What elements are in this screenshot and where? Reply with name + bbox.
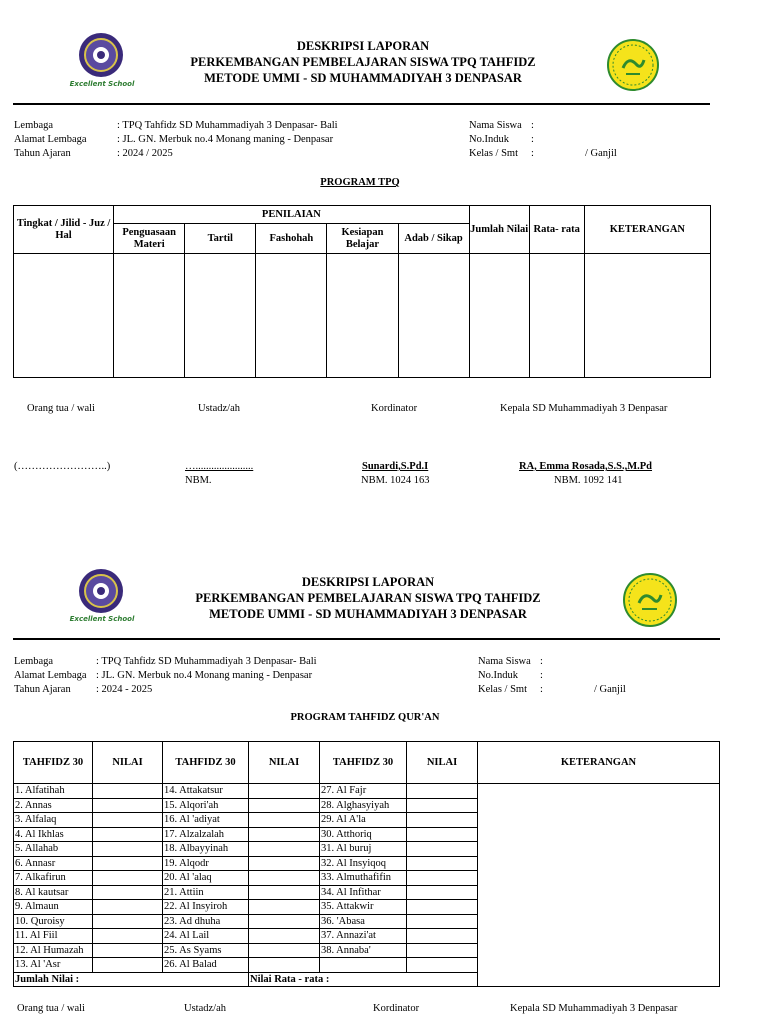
- th-jumlah: Jumlah Nilai: [469, 206, 529, 254]
- nilai-cell[interactable]: [249, 914, 320, 929]
- label-lembaga: Lembaga: [14, 656, 54, 667]
- title-line-3: METODE UMMI - SD MUHAMMADIYAH 3 DENPASAR: [204, 71, 522, 85]
- th-tartil: Tartil: [185, 224, 256, 254]
- semester-value: / Ganjil: [585, 148, 617, 159]
- nilai-cell[interactable]: [93, 900, 163, 915]
- role-parent: Orang tua / wali: [27, 403, 95, 414]
- role-ustadz: Ustadz/ah: [198, 403, 240, 414]
- nilai-cell[interactable]: [407, 856, 478, 871]
- th-penilaian: PENILAIAN: [114, 206, 469, 224]
- koordinator-nbm: NBM. 1024 163: [361, 475, 430, 486]
- surah-cell: 33. Almuthafifin: [320, 871, 407, 886]
- cell-penguasaan[interactable]: [114, 254, 185, 378]
- nilai-cell[interactable]: [93, 813, 163, 828]
- nilai-cell[interactable]: [407, 885, 478, 900]
- role-koordinator-2: Kordinator: [373, 1003, 420, 1014]
- surah-cell: 13. Al 'Asr: [14, 958, 93, 973]
- title-line-2: PERKEMBANGAN PEMBELAJARAN SISWA TPQ TAHFIDZ: [195, 591, 541, 605]
- value-nama-siswa: :: [531, 120, 534, 131]
- nilai-cell[interactable]: [93, 943, 163, 958]
- nilai-cell[interactable]: [249, 885, 320, 900]
- th-fashohah: Fashohah: [256, 224, 327, 254]
- header-divider: [13, 103, 710, 105]
- surah-cell: 9. Almaun: [14, 900, 93, 915]
- nilai-cell[interactable]: [407, 914, 478, 929]
- nilai-cell[interactable]: [249, 871, 320, 886]
- th-adab: Adab / Sikap: [398, 224, 469, 254]
- surah-cell: 25. As Syams: [163, 943, 249, 958]
- info-values-left-2: [96, 655, 317, 697]
- surah-cell: 7. Alkafirun: [14, 871, 93, 886]
- keterangan-cell[interactable]: [478, 784, 720, 987]
- info-labels-left: [14, 119, 87, 161]
- label-nama-siswa: Nama Siswa: [469, 120, 522, 131]
- parent-signature: (……………………..): [14, 461, 111, 472]
- cell-keterangan[interactable]: [584, 254, 710, 378]
- jumlah-nilai-label: Jumlah Nilai :: [14, 972, 249, 987]
- info-labels-right: [469, 119, 522, 161]
- tpq-table: [13, 205, 711, 378]
- nilai-cell[interactable]: [249, 827, 320, 842]
- th-tahfidz-3: TAHFIDZ 30: [320, 742, 407, 784]
- label-nama-siswa: Nama Siswa: [478, 656, 531, 667]
- tpq-table-row: [14, 254, 711, 378]
- ummi-logo-right: [606, 38, 660, 92]
- nilai-cell[interactable]: [407, 842, 478, 857]
- value-tahun: : 2024 / 2025: [117, 148, 173, 159]
- cell-tingkat[interactable]: [14, 254, 114, 378]
- report-title-2: [155, 574, 581, 622]
- surah-cell: 34. Al Infithar: [320, 885, 407, 900]
- surah-cell: 3. Alfalaq: [14, 813, 93, 828]
- th-keterangan: KETERANGAN: [478, 742, 720, 784]
- surah-cell: 11. Al Fiil: [14, 929, 93, 944]
- nilai-cell[interactable]: [249, 798, 320, 813]
- nilai-cell[interactable]: [249, 958, 320, 973]
- label-lembaga: Lembaga: [14, 120, 54, 131]
- surah-cell: 19. Alqodr: [163, 856, 249, 871]
- label-kelas: Kelas / Smt: [478, 684, 527, 695]
- ustadz-nbm: NBM.: [185, 475, 212, 486]
- surah-cell: 28. Alghasyiyah: [320, 798, 407, 813]
- nilai-cell[interactable]: [93, 929, 163, 944]
- info-labels-right-2: [478, 655, 531, 697]
- koordinator-name: Sunardi,S.Pd.I: [362, 461, 429, 472]
- nilai-cell[interactable]: [93, 798, 163, 813]
- nilai-cell[interactable]: [93, 958, 163, 973]
- nilai-cell[interactable]: [249, 784, 320, 799]
- info-values-right-2: [540, 655, 543, 697]
- value-alamat: : JL. GN. Merbuk no.4 Monang maning - Denpasar: [96, 670, 313, 681]
- role-kepala-2: Kepala SD Muhammadiyah 3 Denpasar: [510, 1003, 678, 1014]
- nilai-cell[interactable]: [407, 813, 478, 828]
- label-tahun: Tahun Ajaran: [14, 148, 71, 159]
- nilai-cell[interactable]: [407, 958, 478, 973]
- label-tahun: Tahun Ajaran: [14, 684, 71, 695]
- surah-cell: 4. Al Ikhlas: [14, 827, 93, 842]
- nilai-cell[interactable]: [93, 871, 163, 886]
- th-nilai-1: NILAI: [93, 742, 163, 784]
- nilai-rata-label: Nilai Rata - rata :: [249, 972, 478, 987]
- surah-cell: 32. Al Insyiqoq: [320, 856, 407, 871]
- title-line-2: PERKEMBANGAN PEMBELAJARAN SISWA TPQ TAHFIDZ: [190, 55, 536, 69]
- surah-cell: 10. Quroisy: [14, 914, 93, 929]
- label-alamat: Alamat Lembaga: [14, 670, 87, 681]
- surah-cell: 31. Al buruj: [320, 842, 407, 857]
- semester-value-2: / Ganjil: [594, 684, 626, 695]
- nilai-cell[interactable]: [407, 929, 478, 944]
- surah-cell: 37. Annazi'at: [320, 929, 407, 944]
- surah-cell: 6. Annasr: [14, 856, 93, 871]
- tahfidz-table: [13, 741, 720, 987]
- surah-cell: 29. Al A'la: [320, 813, 407, 828]
- th-nilai-2: NILAI: [249, 742, 320, 784]
- title-line-1: DESKRIPSI LAPORAN: [301, 575, 435, 589]
- th-tingkat: Tingkat / Jilid - Juz / Hal: [14, 206, 114, 254]
- program-tpq-title: PROGRAM TPQ: [320, 177, 400, 188]
- nilai-cell[interactable]: [93, 827, 163, 842]
- th-tahfidz-2: TAHFIDZ 30: [163, 742, 249, 784]
- label-kelas: Kelas / Smt: [469, 148, 518, 159]
- surah-cell: 27. Al Fajr: [320, 784, 407, 799]
- surah-cell: 2. Annas: [14, 798, 93, 813]
- nilai-cell[interactable]: [249, 856, 320, 871]
- cell-adab[interactable]: [398, 254, 469, 378]
- cell-rata[interactable]: [529, 254, 584, 378]
- surah-cell: 18. Albayyinah: [163, 842, 249, 857]
- surah-cell: 38. Annaba': [320, 943, 407, 958]
- value-nama-siswa: :: [540, 656, 543, 667]
- info-values-left: [117, 119, 338, 161]
- surah-cell: 20. Al 'alaq: [163, 871, 249, 886]
- surah-cell: [320, 958, 407, 973]
- ustadz-signature: …......................: [185, 461, 254, 472]
- kepala-nbm: NBM. 1092 141: [554, 475, 623, 486]
- surah-cell: 8. Al kautsar: [14, 885, 93, 900]
- label-alamat: Alamat Lembaga: [14, 134, 87, 145]
- surah-cell: 1. Alfatihah: [14, 784, 93, 799]
- kepala-name: RA, Emma Rosada,S.S.,M.Pd: [519, 461, 653, 472]
- surah-cell: 22. Al Insyiroh: [163, 900, 249, 915]
- nilai-cell[interactable]: [407, 798, 478, 813]
- th-nilai-3: NILAI: [407, 742, 478, 784]
- th-rata: Rata- rata: [529, 206, 584, 254]
- surah-cell: 36. 'Abasa: [320, 914, 407, 929]
- logo-caption-2: Excellent School: [69, 615, 135, 623]
- label-no-induk: No.Induk: [469, 134, 509, 145]
- surah-cell: 15. Alqori'ah: [163, 798, 249, 813]
- th-kesiapan: Kesiapan Belajar: [327, 224, 398, 254]
- nilai-cell[interactable]: [93, 885, 163, 900]
- surah-cell: 16. Al 'adiyat: [163, 813, 249, 828]
- table-row: [14, 784, 720, 799]
- value-lembaga: : TPQ Tahfidz SD Muhammadiyah 3 Denpasar- Bali: [96, 656, 317, 667]
- value-alamat: : JL. GN. Merbuk no.4 Monang maning - Denpasar: [117, 134, 334, 145]
- cell-jumlah[interactable]: [469, 254, 529, 378]
- nilai-cell[interactable]: [249, 842, 320, 857]
- surah-cell: 14. Attakatsur: [163, 784, 249, 799]
- role-ustadz-2: Ustadz/ah: [184, 1003, 226, 1014]
- surah-cell: 21. Attiin: [163, 885, 249, 900]
- surah-cell: 17. Alzalzalah: [163, 827, 249, 842]
- surah-cell: 23. Ad dhuha: [163, 914, 249, 929]
- value-lembaga: : TPQ Tahfidz SD Muhammadiyah 3 Denpasar- Bali: [117, 120, 338, 131]
- cell-fashohah[interactable]: [256, 254, 327, 378]
- report-title: [150, 38, 576, 86]
- surah-cell: 24. Al Lail: [163, 929, 249, 944]
- th-keterangan: KETERANGAN: [584, 206, 710, 254]
- tahfidz-table-body: [14, 784, 720, 987]
- value-kelas: :: [540, 684, 543, 695]
- nilai-cell[interactable]: [407, 784, 478, 799]
- logo-caption: Excellent School: [69, 80, 135, 88]
- info-values-right: [531, 119, 534, 161]
- surah-cell: 5. Allahab: [14, 842, 93, 857]
- nilai-cell[interactable]: [407, 943, 478, 958]
- header-divider-2: [13, 638, 720, 640]
- nilai-cell[interactable]: [249, 813, 320, 828]
- info-labels-left-2: [14, 655, 87, 697]
- surah-cell: 26. Al Balad: [163, 958, 249, 973]
- nilai-cell[interactable]: [249, 929, 320, 944]
- nilai-cell[interactable]: [407, 827, 478, 842]
- value-kelas: :: [531, 148, 534, 159]
- value-no-induk: :: [531, 134, 534, 145]
- nilai-cell[interactable]: [407, 871, 478, 886]
- th-penguasaan: Penguasaan Materi: [114, 224, 185, 254]
- role-parent-2: Orang tua / wali: [17, 1003, 85, 1014]
- nilai-cell[interactable]: [249, 943, 320, 958]
- value-no-induk: :: [540, 670, 543, 681]
- title-line-3: METODE UMMI - SD MUHAMMADIYAH 3 DENPASAR: [209, 607, 527, 621]
- cell-kesiapan[interactable]: [327, 254, 398, 378]
- nilai-cell[interactable]: [93, 914, 163, 929]
- surah-cell: 35. Attakwir: [320, 900, 407, 915]
- cell-tartil[interactable]: [185, 254, 256, 378]
- surah-cell: 30. Atthoriq: [320, 827, 407, 842]
- th-tahfidz-1: TAHFIDZ 30: [14, 742, 93, 784]
- nilai-cell[interactable]: [407, 900, 478, 915]
- surah-cell: 12. Al Humazah: [14, 943, 93, 958]
- label-no-induk: No.Induk: [478, 670, 518, 681]
- role-koordinator: Kordinator: [371, 403, 418, 414]
- ummi-emblem-icon: [606, 38, 660, 92]
- nilai-cell[interactable]: [93, 842, 163, 857]
- ummi-emblem-icon: [620, 572, 680, 628]
- title-line-1: DESKRIPSI LAPORAN: [296, 39, 430, 53]
- role-kepala: Kepala SD Muhammadiyah 3 Denpasar: [500, 403, 668, 414]
- nilai-cell[interactable]: [249, 900, 320, 915]
- program-tahfidz-title: PROGRAM TAHFIDZ QUR'AN: [290, 712, 440, 723]
- nilai-cell[interactable]: [93, 784, 163, 799]
- value-tahun: : 2024 - 2025: [96, 684, 153, 695]
- nilai-cell[interactable]: [93, 856, 163, 871]
- ummi-logo-right-2: [620, 572, 680, 628]
